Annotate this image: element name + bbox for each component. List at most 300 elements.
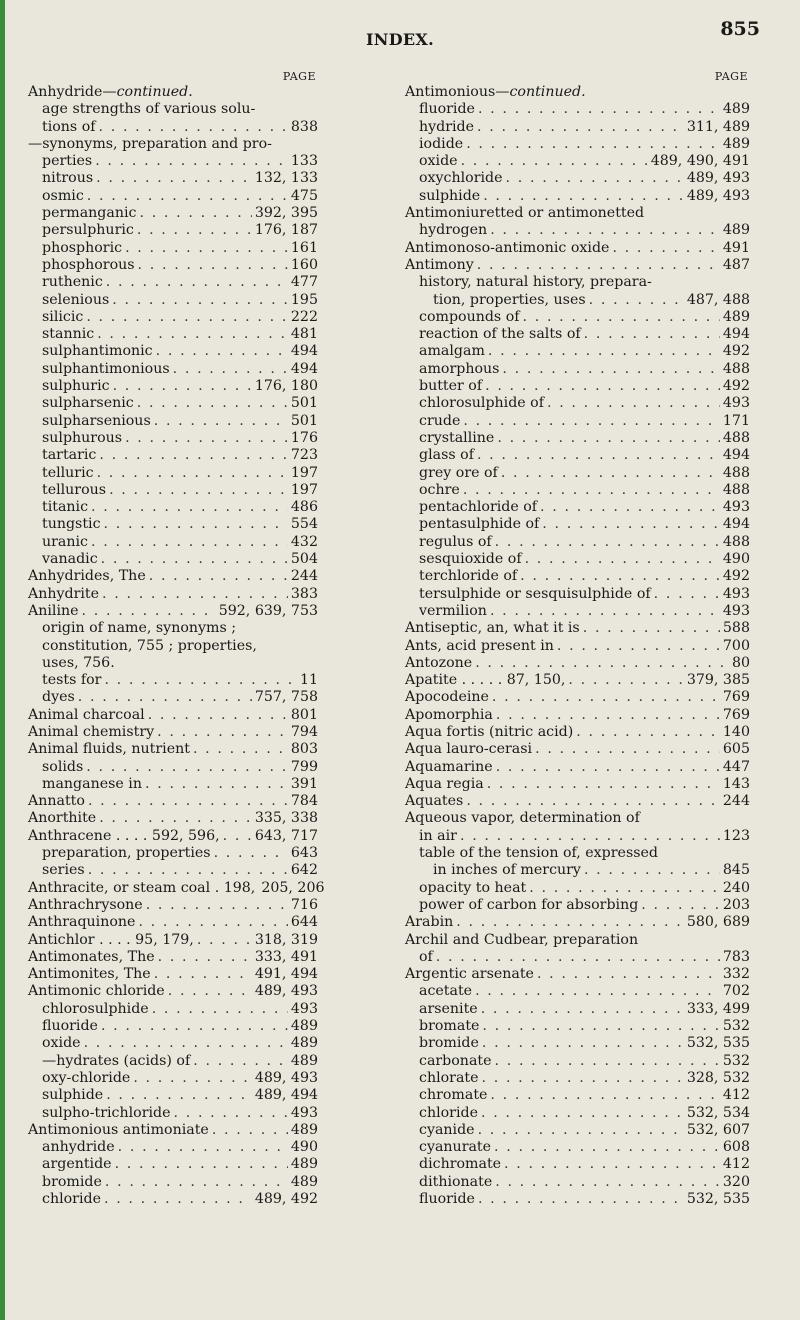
leader-dots [99,119,288,136]
index-entry [405,84,750,101]
index-entry [405,1139,750,1156]
entry-pages: 489, 494 [254,1087,318,1104]
leader-dots [612,240,719,257]
entry-term: Apatite . . . . . 87, 150, [405,672,566,689]
index-entry [28,465,318,482]
leader-dots [485,378,720,395]
entry-term: Aqua lauro-cerasi [405,741,533,758]
entry-pages: 176 [290,429,318,446]
entry-pages: 333, 491 [254,948,318,965]
index-entry [28,724,318,741]
leader-dots [547,395,720,412]
entry-pages: 332 [722,966,750,983]
entry-pages: 494 [722,326,750,343]
entry-term: sulphide [42,1087,104,1104]
entry-pages: 491 [722,239,750,256]
index-entry [28,119,318,136]
entry-term: origin of name, synonyms ; [42,620,237,637]
entry-pages: 493 [722,585,750,602]
index-entry [405,1018,750,1035]
entry-term: Archil and Cudbear, preparation [405,931,639,948]
index-entry [28,257,318,274]
index-entry [405,741,750,758]
index-entry [405,689,750,706]
entry-term: osmic [42,187,84,204]
index-entry [405,845,750,862]
index-entry [405,724,750,741]
entry-pages: 532, 535 [686,1035,750,1052]
entry-pages: 488 [722,464,750,481]
entry-pages: 501 [290,412,318,429]
entry-term: phosphoric [42,239,123,256]
leader-dots [482,1035,684,1052]
leader-dots [97,326,288,343]
entry-pages: 838 [290,118,318,135]
leader-dots [466,793,720,810]
index-entry [405,638,750,655]
leader-dots [488,343,720,360]
entry-pages: 493 [722,602,750,619]
index-entry [28,101,318,118]
entry-term: in air [419,827,457,844]
leader-dots [99,447,288,464]
leader-dots [152,1001,288,1018]
leader-dots [529,880,720,897]
leader-dots [193,1053,288,1070]
entry-term: Aniline [28,602,79,619]
leader-dots [504,1156,720,1173]
leader-dots [542,516,720,533]
leader-dots [97,465,288,482]
index-entry [28,153,318,170]
entry-term: Antimonious antimoniate [28,1121,209,1138]
index-entry [405,292,750,309]
index-entry [405,932,750,949]
entry-pages: 205, 206 [261,879,325,896]
entry-term: Antimony [405,256,474,273]
entry-pages: 801 [290,706,318,723]
entry-term: Anthracene . . . . 592, 596, [28,827,220,844]
index-entry [405,309,750,326]
index-entry [28,395,318,412]
entry-pages: 642 [290,862,318,879]
entry-term: Antimonious—continued. [405,84,586,100]
index-entry [28,482,318,499]
leader-dots [149,568,288,585]
leader-dots [173,361,288,378]
index-entry [405,482,750,499]
leader-dots [137,395,288,412]
index-entry [28,188,318,205]
entry-term: sulphurous [42,429,123,446]
entry-term: silicic [42,308,84,325]
index-entry [28,170,318,187]
leader-dots [496,759,720,776]
entry-pages: 80 [731,654,750,671]
index-entry [405,966,750,983]
index-entry [405,828,750,845]
leader-dots [212,1122,288,1139]
entry-pages: 489, 493 [254,983,318,1000]
index-entry [405,551,750,568]
entry-term: Anthracite, or steam coal . 198, [28,879,256,896]
index-entry [28,1070,318,1087]
entry-pages: 447 [722,758,750,775]
entry-pages: 176, 187 [254,222,318,239]
entry-term: acetate [419,983,473,1000]
index-entry [405,880,750,897]
entry-pages: 769 [722,706,750,723]
index-column-right [405,70,750,1208]
index-entry [28,776,318,793]
entry-term: ochre [419,481,460,498]
entry-pages: 488 [722,481,750,498]
entry-pages: 489, 492 [254,1191,318,1207]
leader-dots [197,932,252,949]
leader-dots [490,1087,719,1104]
entry-term: butter of [419,378,483,395]
index-entry [405,153,750,170]
entry-pages: 490 [290,1139,318,1156]
entry-term: iodide [419,135,464,152]
leader-dots [95,153,288,170]
leader-dots [101,1018,288,1035]
leader-dots [481,1105,684,1122]
entry-pages: 700 [722,637,750,654]
index-entry [405,1035,750,1052]
entry-term: argentide [42,1156,112,1173]
index-entry [405,534,750,551]
entry-term: tartaric [42,447,97,464]
entry-pages: 644 [290,914,318,931]
entry-pages: 132, 133 [254,170,318,187]
entry-term: terchloride of [419,568,518,585]
entry-pages: 161 [290,239,318,256]
entry-pages: 195 [290,291,318,308]
entry-pages: 481 [290,326,318,343]
leader-dots [477,257,720,274]
entry-term: sesquioxide of [419,551,522,568]
leader-dots [101,551,288,568]
leader-dots [456,914,684,931]
entry-term: grey ore of [419,464,498,481]
index-entry [28,1105,318,1122]
index-entry [28,1156,318,1173]
index-entry [28,966,318,983]
entry-pages: 504 [290,551,318,568]
entry-pages: 716 [290,896,318,913]
index-entry [28,1191,318,1208]
entry-pages: 333, 499 [686,1000,750,1017]
entry-term: tions of [42,118,96,135]
leader-dots [463,482,720,499]
index-entry [28,568,318,585]
entry-pages: 491, 494 [254,966,318,983]
leader-dots [483,188,684,205]
entry-term: Animal charcoal [28,706,145,723]
leader-dots [523,309,720,326]
entry-term: uses, 756. [42,654,115,671]
index-entry [405,447,750,464]
entry-term: crude [419,412,461,429]
leader-dots [477,447,720,464]
entry-continued-label: continued. [116,84,193,100]
index-entry [28,1174,318,1191]
index-entry [405,603,750,620]
entry-term: uranic [42,533,88,550]
entry-term: crystalline [419,429,495,446]
entry-pages: 493 [290,1104,318,1121]
leader-dots [113,378,252,395]
entry-pages: 490 [722,551,750,568]
entry-pages: 143 [722,775,750,792]
entry-pages: 318, 319 [254,931,318,948]
entry-pages: 487 [722,256,750,273]
leader-dots [91,534,288,551]
leader-dots [495,1174,720,1191]
leader-dots [168,983,252,1000]
leader-dots [138,257,288,274]
entry-term: compounds of [419,308,520,325]
entry-pages: 493 [722,395,750,412]
entry-term: Anhydrite [28,585,100,602]
index-entry [28,1053,318,1070]
entry-term: Aquates [405,793,464,810]
index-entry [28,689,318,706]
index-entry [28,655,318,672]
leader-dots [477,119,684,136]
index-entry [28,1122,318,1139]
index-entry [405,1070,750,1087]
index-entry [28,1139,318,1156]
entry-term: hydride [419,118,475,135]
entry-term: tersulphide or sesquisulphide of [419,585,651,602]
leader-dots [525,551,720,568]
entry-term: Antimonoso-antimonic oxide [405,239,610,256]
entry-pages: 489, 490, 491 [650,153,750,170]
leader-dots [490,603,720,620]
entry-term: bromate [419,1018,480,1035]
entry-term: sulphide [419,187,481,204]
entry-pages: 492 [722,568,750,585]
leader-dots [487,776,720,793]
entry-pages: 794 [290,723,318,740]
leader-dots [99,810,252,827]
entry-pages: 845 [722,862,750,879]
entry-term: Aquamarine [405,758,493,775]
leader-dots [118,1139,288,1156]
entry-pages: 501 [290,395,318,412]
running-head: INDEX. [366,30,434,49]
leader-dots [82,603,216,620]
index-entry [28,309,318,326]
entry-term: Antozone [405,654,473,671]
entry-pages: 11 [299,672,318,689]
entry-pages: 489, 493 [686,187,750,204]
entry-pages: 488 [722,360,750,377]
entry-pages: 489 [290,1018,318,1035]
leader-dots [478,1122,684,1139]
entry-term: carbonate [419,1052,492,1069]
index-entry [405,170,750,187]
entry-pages: 489 [290,1173,318,1190]
entry-pages: 588 [722,620,750,637]
leader-dots [475,983,720,1000]
entry-pages: 757, 758 [254,689,318,706]
entry-term: perties [42,153,93,170]
entry-term: Apomorphia [405,706,493,723]
leader-dots [537,966,720,983]
index-entries-right [405,84,750,1208]
index-entry [28,793,318,810]
entry-pages: 487, 488 [686,291,750,308]
entry-term: Annatto [28,793,85,810]
entry-term: vanadic [42,551,98,568]
entry-pages: 475 [290,187,318,204]
index-entry [405,776,750,793]
entry-pages: 489 [290,1156,318,1173]
index-entry [405,759,750,776]
entry-term: tellurous [42,481,107,498]
index-entry [405,240,750,257]
index-entry [28,586,318,603]
leader-dots [460,828,720,845]
index-entries-left [28,84,325,1208]
leader-dots [496,707,720,724]
entry-term: chlorate [419,1069,479,1086]
entry-term: tion, properties, uses [433,291,586,308]
leader-dots [174,1105,288,1122]
index-entry [28,430,318,447]
entry-term: phosphorous [42,256,135,273]
index-entry [405,274,750,291]
entry-term: manganese in [42,775,142,792]
entry-pages: 383 [290,585,318,602]
entry-term: series [42,862,85,879]
leader-dots [482,1018,719,1035]
entry-term: Ants, acid present in [405,637,554,654]
leader-dots [540,499,720,516]
index-entry [28,378,318,395]
entry-pages: 643 [290,845,318,862]
index-entry [405,672,750,689]
leader-dots [535,741,720,758]
entry-pages: 489 [722,308,750,325]
entry-term: bromide [42,1173,102,1190]
index-entry [28,603,318,620]
entry-pages: 311, 489 [686,118,750,135]
entry-pages: 494 [722,447,750,464]
leader-dots [583,620,720,637]
page-number: 855 [720,18,760,40]
entry-term: oxide [42,1035,81,1052]
leader-dots [466,136,720,153]
entry-term: Anthraquinone [28,914,136,931]
index-entry [28,292,318,309]
leader-dots [84,1035,288,1052]
leader-dots [589,292,684,309]
index-entry [405,205,750,222]
entry-pages: 171 [722,412,750,429]
leader-dots [478,1191,684,1208]
leader-dots [86,309,288,326]
index-entry [405,465,750,482]
entry-term: pentachloride of [419,499,538,516]
entry-pages: 379, 385 [686,672,750,689]
entry-term: dichromate [419,1156,502,1173]
entry-term: cyanide [419,1121,475,1138]
leader-dots [520,568,720,585]
entry-term: Aqueous vapor, determination of [405,810,640,827]
entry-term: Antichlor . . . . 95, 179, [28,931,194,948]
leader-dots [138,914,287,931]
index-entry [28,326,318,343]
entry-term: reaction of the salts of [419,326,581,343]
index-entry [28,343,318,360]
index-entry [28,516,318,533]
index-entry [28,1018,318,1035]
index-entry [28,136,318,153]
leader-dots [87,188,288,205]
entry-term: oxide [419,153,458,170]
leader-dots [568,672,683,689]
entry-term: age strengths of various solu- [42,101,256,118]
leader-dots [112,292,288,309]
entry-term: sulphantimonious [42,360,170,377]
index-entry [405,793,750,810]
index-entry [28,932,318,949]
entry-term: telluric [42,464,94,481]
leader-dots [494,1139,720,1156]
entry-term: Anhydride—continued. [28,84,193,100]
leader-dots [154,966,252,983]
leader-dots [102,586,288,603]
entry-term: chloride [419,1104,478,1121]
entry-pages: 592, 639, 753 [218,602,318,619]
index-entry [28,672,318,689]
entry-term: Antimonic chloride [28,983,165,1000]
index-entry [28,949,318,966]
index-entry [405,655,750,672]
entry-pages: 489 [290,1035,318,1052]
entry-term: dithionate [419,1173,493,1190]
entry-pages: 489 [722,222,750,239]
index-entry [28,810,318,827]
entry-term: fluoride [419,1191,475,1207]
entry-pages: 392, 395 [254,205,318,222]
index-entry [28,499,318,516]
index-entry [405,862,750,879]
leader-dots [214,845,288,862]
leader-dots [557,638,720,655]
entry-term: amalgam [419,343,485,360]
entry-pages: 494 [722,516,750,533]
entry-term: power of carbon for absorbing [419,896,639,913]
index-entry [28,1035,318,1052]
entry-pages: 489 [722,101,750,118]
entry-term: Argentic arsenate [405,966,534,983]
leader-dots [125,430,288,447]
entry-pages: 580, 689 [686,914,750,931]
entry-pages: 123 [722,827,750,844]
entry-term: Animal fluids, nutrient [28,741,190,758]
leader-dots [193,741,288,758]
index-entry [405,1105,750,1122]
entry-term: Antimoniuretted or antimonetted [405,205,645,222]
leader-dots [139,205,251,222]
leader-dots [223,828,252,845]
index-entry [28,240,318,257]
